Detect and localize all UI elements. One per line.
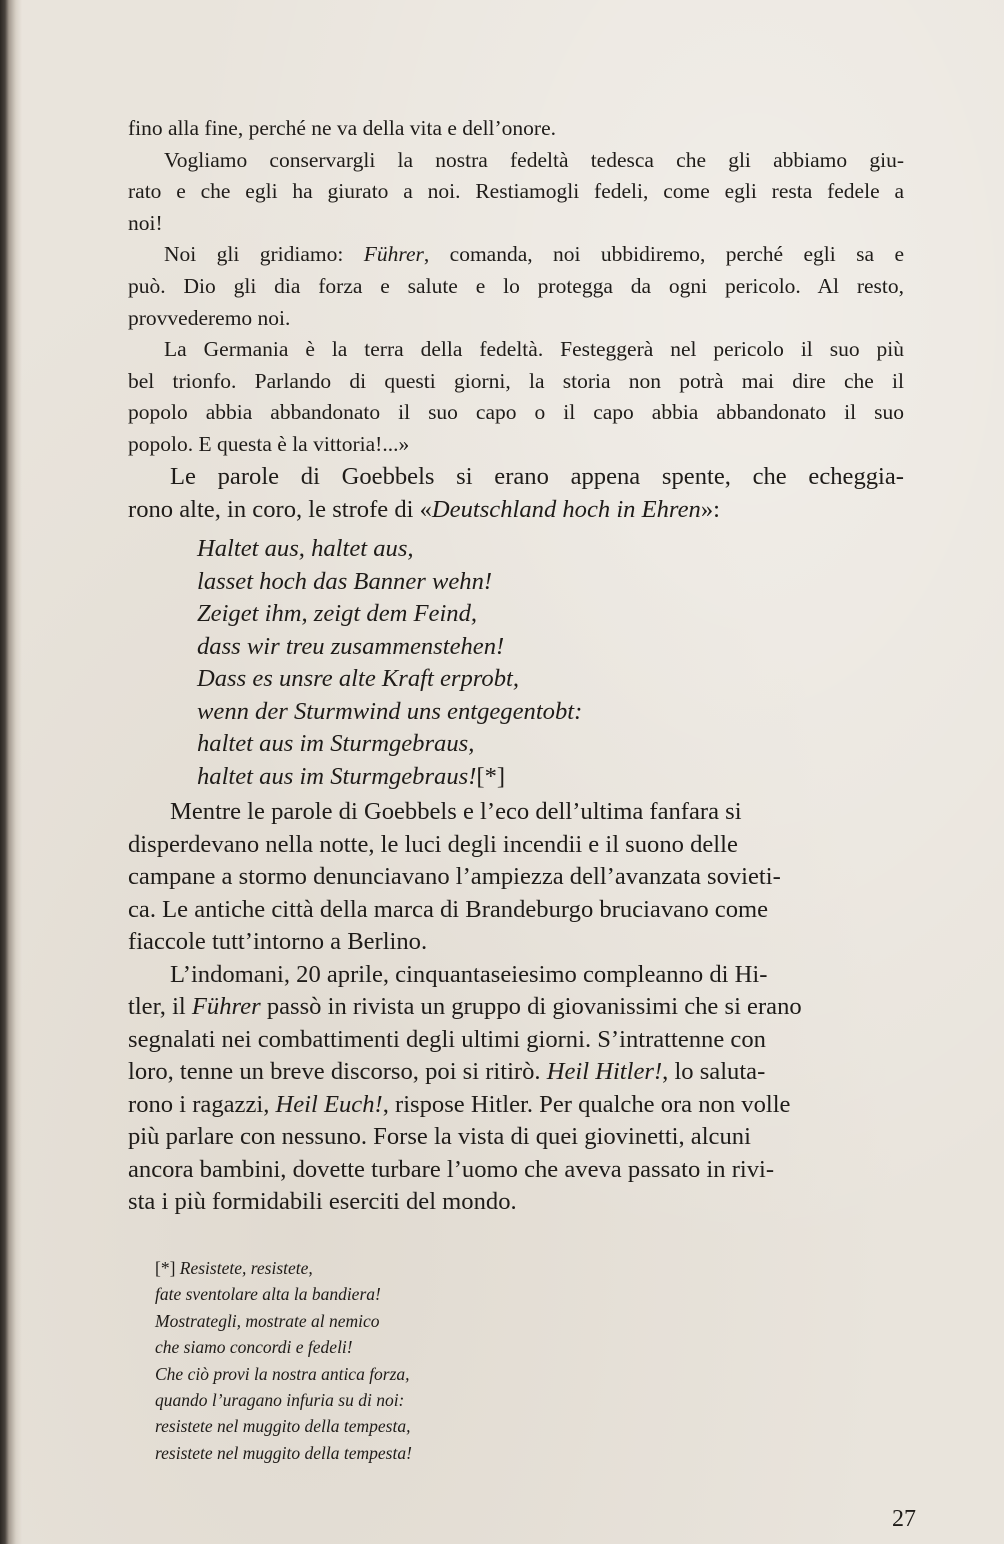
text-fragment: rono alte, in coro, le strofe di « <box>128 495 432 523</box>
lyric-line <box>197 761 582 794</box>
text-fragment: tler, il <box>128 993 192 1020</box>
fuhrer-word: Führer <box>191 993 261 1020</box>
text-line: popolo. E questa è la vittoria!...» <box>128 431 410 456</box>
footnote-line: fate sventolare alta la bandiera! <box>155 1284 381 1305</box>
lyric-line: dass wir treu zusammenstehen! <box>197 632 505 660</box>
fuhrer-word: Führer <box>363 242 424 267</box>
text-line: segnalati nei combattimenti degli ultimi giorni. S’intrattenne con <box>128 1025 766 1053</box>
text-line: Mentre le parole di Goebbels e l’eco dell’ultima fanfara si <box>170 798 742 825</box>
footnote-reference[interactable]: [*] <box>476 762 506 790</box>
text-fragment: rono i ragazzi, <box>128 1090 276 1118</box>
lyric-line: wenn der Sturmwind uns entgegentobt: <box>197 697 583 725</box>
text-line: ancora bambini, dovette turbare l’uomo che aveva passato in rivi- <box>128 1155 775 1183</box>
footnote-line <box>155 1255 412 1281</box>
lyric-line: Haltet aus, haltet aus, <box>197 535 414 562</box>
text-fragment: , lo saluta- <box>662 1058 766 1085</box>
text-line: sta i più formidabili eserciti del mondo. <box>128 1188 517 1215</box>
footnote-line: resistete nel muggito della tempesta! <box>155 1442 412 1463</box>
text-fragment: loro, tenne un breve discorso, poi si ritirò. <box>128 1058 547 1085</box>
lyric-line: haltet aus im Sturmgebraus, <box>197 730 475 757</box>
footnote-line: Che ciò provi la nostra antica forza, <box>155 1363 410 1384</box>
footnote-line: resistete nel muggito della tempesta, <box>155 1416 411 1437</box>
text-line <box>128 494 904 527</box>
text-line: rato e che egli ha giurato a noi. Restiamogli fedeli, come egli resta fedele a <box>128 179 904 204</box>
text-line: ca. Le antiche città della marca di Brandeburgo bruciavano come <box>128 895 769 923</box>
page-number: 27 <box>892 1506 916 1532</box>
text-line: fiaccole tutt’intorno a Berlino. <box>128 928 428 955</box>
heil-hitler-phrase: Heil Hitler! <box>546 1058 663 1085</box>
song-intro <box>128 461 904 526</box>
footnote-line: Mostrategli, mostrate al nemico <box>155 1310 380 1331</box>
text-fragment: , comanda, noi ubbidiremo, perché egli sa e <box>423 242 904 267</box>
lyric-line: Zeiget ihm, zeigt dem Feind, <box>197 600 478 627</box>
text-line: disperdevano nella notte, le luci degli incendii e il suono delle <box>128 830 738 858</box>
footnote-line: che siamo concordi e fedeli! <box>155 1337 353 1358</box>
lyric-line: Dass es unsre alte Kraft erprobt, <box>197 665 519 692</box>
text-line <box>128 239 904 271</box>
goebbels-speech-closing <box>128 113 904 461</box>
text-line: fino alla fine, perché ne va della vita e dell’onore. <box>128 116 557 140</box>
text-line: noi! <box>128 210 163 235</box>
text-line: popolo abbia abbandonato il suo capo o il capo abbia abbandonato il suo <box>128 400 904 425</box>
text-fragment: »: <box>700 495 720 523</box>
footnote-line: quando l’uragano infuria su di noi: <box>155 1390 405 1411</box>
text-line: può. Dio gli dia forza e salute e lo protegga da ogni pericolo. Al resto, <box>128 273 904 298</box>
heil-euch-phrase: Heil Euch! <box>275 1090 383 1118</box>
text-line: provvederemo noi. <box>128 305 291 330</box>
text-line: più parlare con nessuno. Forse la vista di quei giovinetti, alcuni <box>128 1123 751 1150</box>
text-line <box>128 1056 904 1089</box>
lyric-line: lasset hoch das Banner wehn! <box>197 567 493 595</box>
text-fragment: Resistete, resistete, <box>179 1258 313 1278</box>
text-line <box>128 991 904 1024</box>
text-line: Vogliamo conservargli la nostra fedeltà tedesca che gli abbiamo giu- <box>164 147 904 172</box>
footnote-marker: [*] <box>155 1258 176 1278</box>
song-lyrics <box>197 533 582 793</box>
text-fragment: , rispose Hitler. Per qualche ora non volle <box>382 1090 791 1118</box>
text-line: Le parole di Goebbels si erano appena spente, che echeggia- <box>170 463 904 490</box>
book-spine-shadow <box>0 0 22 1544</box>
text-line <box>128 1089 904 1122</box>
footnote <box>155 1255 412 1466</box>
text-line: La Germania è la terra della fedeltà. Festeggerà nel pericolo il suo più <box>164 337 904 362</box>
text-fragment: haltet aus im Sturmgebraus! <box>197 762 477 790</box>
narrative-text <box>128 796 904 1219</box>
text-line: bel trionfo. Parlando di questi giorni, la storia non potrà mai dire che il <box>128 368 904 393</box>
song-title: Deutschland hoch in Ehren <box>431 495 701 523</box>
text-line: L’indomani, 20 aprile, cinquantaseiesimo compleanno di Hi- <box>170 960 768 988</box>
text-line: campane a stormo denunciavano l’ampiezza dell’avanzata sovieti- <box>128 863 781 890</box>
text-fragment: passò in rivista un gruppo di giovanissimi che si erano <box>260 993 802 1020</box>
text-fragment: Noi gli gridiamo: <box>164 242 364 267</box>
